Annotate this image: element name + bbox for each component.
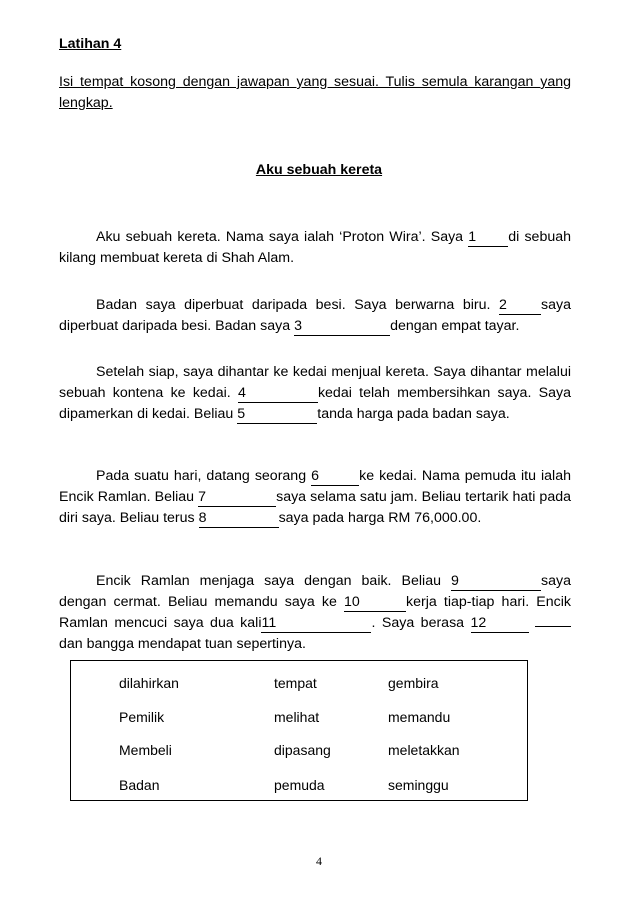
exercise-title: Latihan 4 [59, 36, 122, 52]
word-bank-item: meletakkan [388, 742, 460, 758]
blank-1[interactable]: 1 [468, 229, 508, 247]
blank-4[interactable]: 4 [238, 385, 318, 403]
blank-11[interactable]: 11 [261, 615, 371, 633]
blank-8[interactable]: 8 [199, 510, 279, 528]
blank-12-continued [535, 626, 571, 627]
blank-9[interactable]: 9 [451, 573, 541, 591]
word-bank-item: dilahirkan [119, 675, 179, 691]
essay-heading: Aku sebuah kereta [255, 162, 383, 178]
word-bank-item: melihat [274, 709, 320, 725]
word-bank-item: Badan [119, 777, 160, 793]
word-bank-box [70, 660, 528, 801]
paragraph-3: Setelah siap, saya dihantar ke kedai menjual kereta. Saya dihantar melalui sebuah kontena ke kedai. 4 kedai telah membersihkan saya. Saya dipamerkan di kedai. Beliau 5 tanda harga pada badan saya. [59, 364, 571, 422]
blank-5[interactable]: 5 [237, 406, 317, 424]
blank-6[interactable]: 6 [311, 468, 359, 486]
paragraph-5: Encik Ramlan menjaga saya dengan baik. Beliau 9 saya dengan cermat. Beliau memandu saya ke 10 kerja tiap-tiap hari. Encik Ramlan mencuci saya dua kali11 . Saya berasa 12 dan bangga mendapat tuan sepertinya. [59, 573, 571, 652]
blank-3[interactable]: 3 [294, 318, 390, 336]
word-bank-item: tempat [274, 675, 317, 691]
word-bank-item: memandu [388, 709, 451, 725]
word-bank-item: Membeli [119, 742, 172, 758]
page-number: 4 [316, 854, 322, 868]
blank-7[interactable]: 7 [198, 489, 276, 507]
word-bank-item: gembira [388, 675, 439, 691]
paragraph-4: Pada suatu hari, datang seorang 6 ke kedai. Nama pemuda itu ialah Encik Ramlan. Beliau 7 saya selama satu jam. Beliau tertarik hati pada diri saya. Beliau terus 8 saya pada harga RM 76,000.00. [59, 468, 571, 526]
paragraph-1: Aku sebuah kereta. Nama saya ialah ‘Proton Wira’. Saya 1 di sebuah kilang membuat kereta di Shah Alam. [59, 229, 572, 266]
word-bank-item: dipasang [274, 742, 331, 758]
paragraph-2: Badan saya diperbuat daripada besi. Saya berwarna biru. 2 saya diperbuat daripada besi. Badan saya 3 dengan empat tayar. [59, 297, 571, 334]
word-bank-item: Pemilik [119, 709, 165, 725]
instruction-text: Isi tempat kosong dengan jawapan yang sesuai. Tulis semula karangan yang lengkap. [59, 74, 571, 111]
blank-10[interactable]: 10 [344, 594, 406, 612]
word-bank-item: pemuda [274, 777, 325, 793]
word-bank-item: seminggu [388, 777, 449, 793]
blank-2[interactable]: 2 [499, 297, 541, 315]
blank-12[interactable]: 12 [471, 615, 529, 633]
